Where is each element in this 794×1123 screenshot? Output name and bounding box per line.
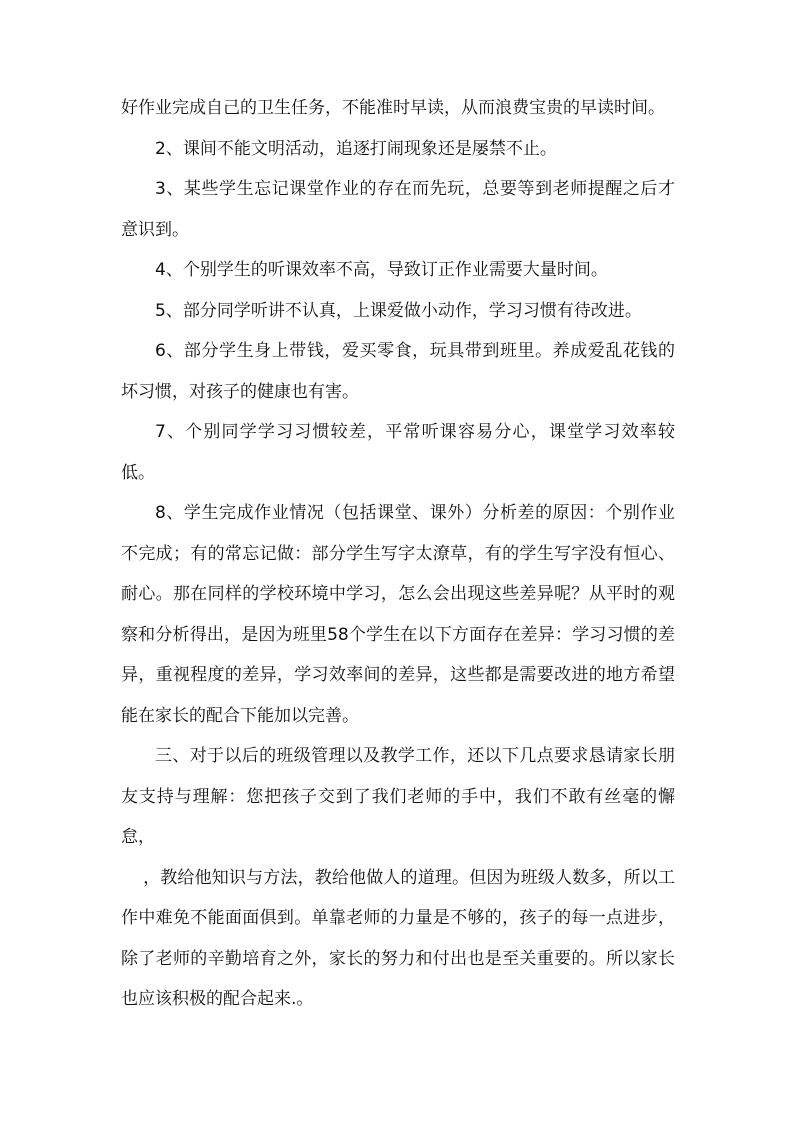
paragraph-item-8: 8、学生完成作业情况（包括课堂、课外）分析差的原因：个别作业不完成；有的常忘记做：部分学生写字太潦草，有的学生写字没有恒心、耐心。那在同样的学校环境中学习，怎么会出现这些差异呢？从平时的观察和分析得出，是因为班里58个学生在以下方面存在差异：学习习惯的差异，重视程度的差异，学习效率间的差异，这些都是需要改进的地方希望能在家长的配合下能加以完善。 <box>121 503 675 726</box>
paragraph-closing: ，教给他知识与方法，教给他做人的道理。但因为班级人数多，所以工作中难免不能面面俱到。单靠老师的力量是不够的，孩子的每一点进步，除了老师的辛勤培育之外，家长的努力和付出也是至关重要的。所以家长也应该积极的配合起来.。 <box>121 867 675 1009</box>
paragraph-section-3: 三、对于以后的班级管理以及教学工作，还以下几点要求恳请家长朋友支持与理解：您把孩子交到了我们老师的手中，我们不敢有丝毫的懈怠， <box>121 746 675 847</box>
body-text <box>121 88 675 1020</box>
paragraph-item-3: 3、某些学生忘记课堂作业的存在而先玩，总要等到老师提醒之后才意识到。 <box>121 179 675 240</box>
paragraph-item-4: 4、个别学生的听课效率不高，导致订正作业需要大量时间。 <box>155 260 608 280</box>
paragraph-item-5: 5、部分同学听讲不认真，上课爱做小动作，学习习惯有待改进。 <box>155 300 642 321</box>
paragraph-item-7: 7、个别同学学习习惯较差，平常听课容易分心，课堂学习效率较低。 <box>121 422 675 483</box>
paragraph-continuation: 好作业完成自己的卫生任务，不能准时早读，从而浪费宝贵的早读时间。 <box>121 98 665 118</box>
paragraph-item-2: 2、课间不能文明活动，追逐打闹现象还是屡禁不止。 <box>155 138 557 159</box>
paragraph-item-6: 6、部分学生身上带钱，爱买零食，玩具带到班里。养成爱乱花钱的坏习惯，对孩子的健康也有害。 <box>121 341 675 402</box>
